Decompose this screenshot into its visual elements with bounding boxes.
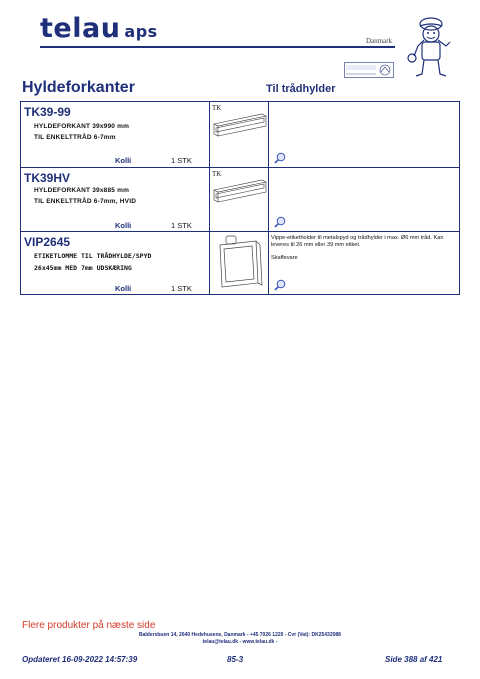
product-image[interactable] xyxy=(209,168,269,231)
brand-suffix: aps xyxy=(124,22,158,41)
product-row xyxy=(21,168,459,232)
zoom-icon[interactable] xyxy=(274,216,286,228)
updated-timestamp: Opdateret 16-09-2022 14:57:39 xyxy=(22,655,138,664)
product-code[interactable]: VIP2645 xyxy=(24,235,71,249)
product-info xyxy=(21,102,209,167)
product-image[interactable] xyxy=(209,102,269,167)
product-desc-line1: HYLDEFORKANT 39x990 mm xyxy=(34,123,130,130)
product-notes xyxy=(269,232,459,294)
brand-name: telau xyxy=(40,13,121,44)
kolli-label: Kolli xyxy=(115,156,132,165)
page-code: 85-3 xyxy=(227,655,244,664)
product-desc-line1: HYLDEFORKANT 39x885 mm xyxy=(34,187,130,194)
header-divider xyxy=(40,46,395,48)
product-desc-line1: ETIKETLOMME TIL TRÅDHYLDE/SPYD xyxy=(34,252,152,260)
shelf-edge-image xyxy=(212,110,268,138)
product-availability: Skaffevare xyxy=(271,255,298,261)
product-image[interactable] xyxy=(209,232,269,294)
mascot-icon xyxy=(400,12,460,82)
product-notes xyxy=(269,168,459,231)
quantity: 1 STK xyxy=(171,221,192,230)
image-label: TK xyxy=(212,170,222,178)
product-info xyxy=(21,232,209,294)
company-address xyxy=(0,632,480,646)
more-products-notice: Flere produkter på næste side xyxy=(22,620,156,631)
page-number: Side 388 af 421 xyxy=(385,655,443,664)
contact-line: telau@telau.dk - www.telau.dk - xyxy=(202,639,278,645)
product-notes xyxy=(269,102,459,167)
partner-badge-logo xyxy=(344,62,394,78)
image-label: TK xyxy=(212,104,222,112)
label-pocket-image xyxy=(216,235,264,291)
page-title: Hyldeforkanter xyxy=(22,79,135,96)
product-desc-line2: TIL ENKELTTRÅD 6-7mm xyxy=(34,134,116,141)
zoom-icon[interactable] xyxy=(274,152,286,164)
kolli-label: Kolli xyxy=(115,284,132,293)
product-desc-line2: 26x45mm MED 7mm UDSKÆRING xyxy=(34,264,132,272)
zoom-icon[interactable] xyxy=(274,279,286,291)
kolli-label: Kolli xyxy=(115,221,132,230)
product-row xyxy=(21,102,459,168)
address-line: Baldersbuen 14, 2640 Hedehusene, Danmark - +45 7026 1220 - Cvr (Vat): DK25432088 xyxy=(139,632,341,638)
product-table xyxy=(20,101,460,295)
quantity: 1 STK xyxy=(171,156,192,165)
product-desc-line2: TIL ENKELTTRÅD 6-7mm, HVID xyxy=(34,198,137,205)
page-subtitle: Til trådhylder xyxy=(266,83,336,95)
product-code[interactable]: TK39-99 xyxy=(24,105,71,119)
product-row xyxy=(21,232,459,294)
country-label: Danmark xyxy=(366,37,393,45)
product-code[interactable]: TK39HV xyxy=(24,171,71,185)
product-info xyxy=(21,168,209,231)
product-note: Vippe-etiketholder til metalspyd og trådhylder i max. Ø6 mm tråd. Kan leveres til 26 mm eller 39 mm etiket. xyxy=(271,235,444,249)
brand-logo xyxy=(40,14,158,47)
shelf-edge-image xyxy=(212,176,268,204)
quantity: 1 STK xyxy=(171,284,192,293)
